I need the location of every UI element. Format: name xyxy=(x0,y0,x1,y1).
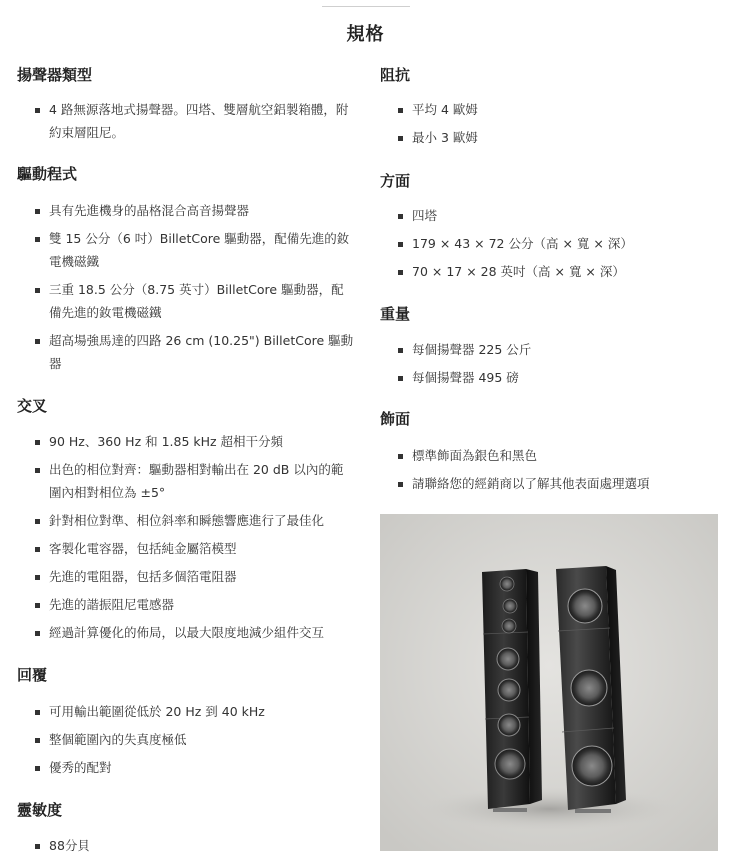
list-item: 三重 18.5 公分（8.75 英寸）BilletCore 驅動器，配備先進的釹電機磁鐵 xyxy=(17,278,355,324)
list-item: 88分貝 xyxy=(17,834,355,857)
impedance-list xyxy=(380,98,718,149)
list-item: 先進的電阻器，包括多個箔電阻器 xyxy=(17,565,355,588)
list-item: 最小 3 歐姆 xyxy=(380,126,718,149)
list-item: 請聯絡您的經銷商以了解其他表面處理選項 xyxy=(380,472,718,495)
top-divider xyxy=(322,6,410,7)
section-title-weight: 重量 xyxy=(380,305,411,323)
speaker-type-list xyxy=(17,98,355,144)
list-item: 優秀的配對 xyxy=(17,756,355,779)
crossover-list xyxy=(17,430,355,644)
section-title-response: 回覆 xyxy=(17,666,48,684)
list-item: 雙 15 公分（6 吋）BilletCore 驅動器，配備先進的釹電機磁鐵 xyxy=(17,227,355,273)
list-item: 90 Hz、360 Hz 和 1.85 kHz 超相干分頻 xyxy=(17,430,355,453)
list-item: 179 × 43 × 72 公分（高 × 寬 × 深） xyxy=(380,232,718,255)
weight-list xyxy=(380,338,718,389)
list-item: 平均 4 歐姆 xyxy=(380,98,718,121)
list-item: 客製化電容器，包括純金屬箔模型 xyxy=(17,537,355,560)
left-speaker xyxy=(482,569,542,812)
section-title-drivers: 驅動程式 xyxy=(17,165,78,183)
list-item: 先進的諧振阻尼電感器 xyxy=(17,593,355,616)
sensitivity-list xyxy=(17,834,355,857)
list-item: 超高場強馬達的四路 26 cm (10.25") BilletCore 驅動器 xyxy=(17,329,355,375)
list-item: 每個揚聲器 225 公斤 xyxy=(380,338,718,361)
response-list xyxy=(17,700,355,779)
list-item: 具有先進機身的晶格混合高音揚聲器 xyxy=(17,199,355,222)
list-item: 4 路無源落地式揚聲器。四塔、雙層航空鋁製箱體，附約束層阻尼。 xyxy=(17,98,355,144)
section-title-finishes: 飾面 xyxy=(380,410,411,428)
dimensions-list xyxy=(380,204,718,283)
section-title-sensitivity: 靈敏度 xyxy=(17,801,63,819)
section-title-dimensions: 方面 xyxy=(380,172,411,190)
list-item: 每個揚聲器 495 磅 xyxy=(380,366,718,389)
list-item: 經過計算優化的佈局，以最大限度地減少組件交互 xyxy=(17,621,355,644)
list-item: 標準飾面為銀色和黑色 xyxy=(380,444,718,467)
list-item: 可用輸出範圍從低於 20 Hz 到 40 kHz xyxy=(17,700,355,723)
drivers-list xyxy=(17,199,355,375)
speaker-photo xyxy=(380,514,718,851)
list-item: 針對相位對準、相位斜率和瞬態響應進行了最佳化 xyxy=(17,509,355,532)
section-title-speaker-type: 揚聲器類型 xyxy=(17,66,93,84)
right-speaker xyxy=(556,566,626,813)
list-item: 出色的相位對齊：驅動器相對輸出在 20 dB 以內的範圍內相對相位為 ±5° xyxy=(17,458,355,504)
list-item: 整個範圍內的失真度極低 xyxy=(17,728,355,751)
section-title-impedance: 阻抗 xyxy=(380,66,411,84)
page-title: 規格 xyxy=(346,24,385,45)
finishes-list xyxy=(380,444,718,495)
list-item: 70 × 17 × 28 英吋（高 × 寬 × 深） xyxy=(380,260,718,283)
list-item: 四塔 xyxy=(380,204,718,227)
section-title-crossover: 交叉 xyxy=(17,397,48,415)
